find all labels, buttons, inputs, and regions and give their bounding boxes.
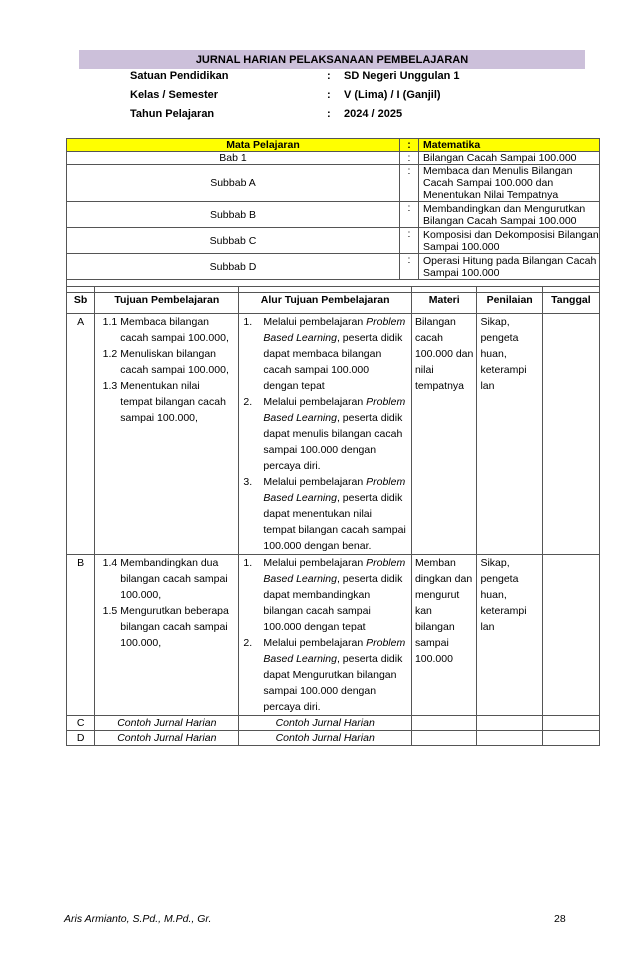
list-item: 1.2 Menuliskan bilangan cacah sampai 100.000,: [102, 348, 229, 376]
list-item: 1.4 Membandingkan dua bilangan cacah sampai 100.000,: [102, 557, 228, 601]
cell-sb: A: [67, 314, 95, 555]
meta-colon: :: [400, 254, 419, 280]
cell-tanggal: [542, 731, 599, 746]
cell-tujuan: [95, 314, 239, 555]
header-tujuan: Tujuan Pembelajaran: [95, 287, 239, 314]
header-penilaian: Penilaian: [477, 287, 542, 314]
cell-sb: B: [67, 555, 95, 716]
cell-tanggal: [542, 314, 599, 555]
cell-materi: Memban dingkan dan mengurut kan bilangan sampai 100.000: [411, 555, 477, 716]
meta-colon: :: [400, 202, 419, 228]
cell-penilaian: [477, 716, 542, 731]
table-row: [67, 731, 600, 746]
meta-value: Membaca dan Menulis Bilangan Cacah Sampai 100.000 dan Menentukan Nilai Tempatnya: [419, 165, 600, 202]
meta-value: Komposisi dan Dekomposisi Bilangan Sampai 100.000: [419, 228, 600, 254]
list-item: 2. Melalui pembelajaran Problem Based Learning, peserta didik dapat Mengurutkan bilangan sampai 100.000 dengan percaya diri.: [243, 637, 406, 713]
info-row-kelas: [130, 86, 580, 104]
footer-author: Aris Armianto, S.Pd., M.Pd., Gr.: [64, 913, 212, 925]
header-materi: Materi: [411, 287, 477, 314]
meta-label: Subbab B: [67, 202, 400, 228]
cell-materi: [411, 716, 477, 731]
cell-penilaian: Sikap, pengeta huan, keterampi lan: [477, 314, 542, 555]
meta-colon: :: [400, 228, 419, 254]
meta-row-bab: [67, 152, 600, 165]
meta-value: Operasi Hitung pada Bilangan Cacah Sampai 100.000: [419, 254, 600, 280]
meta-value: Matematika: [419, 139, 600, 152]
meta-value: Membandingkan dan Mengurutkan Bilangan Cacah Sampai 100.000: [419, 202, 600, 228]
meta-colon: :: [400, 152, 419, 165]
header-sb: Sb: [67, 287, 95, 314]
meta-colon: :: [400, 139, 419, 152]
cell-alur: Contoh Jurnal Harian: [239, 716, 412, 731]
list-item: 1. Melalui pembelajaran Problem Based Learning, peserta didik dapat membaca bilangan cacah sampai 100.000 dengan tepat: [243, 316, 406, 392]
meta-row-subbab: [67, 165, 600, 202]
table-row: [67, 716, 600, 731]
meta-row-mapel: [67, 139, 600, 152]
list-item: 1.3 Menentukan nilai tempat bilangan cacah sampai 100.000,: [102, 380, 226, 424]
info-row-satuan: [130, 67, 580, 85]
list-item: 1.1 Membaca bilangan cacah sampai 100.000,: [102, 316, 229, 344]
cell-penilaian: [477, 731, 542, 746]
header-alur: Alur Tujuan Pembelajaran: [239, 287, 412, 314]
cell-penilaian: Sikap, pengeta huan, keterampi lan: [477, 555, 542, 716]
cell-tujuan: [95, 555, 239, 716]
meta-table: [66, 138, 600, 293]
info-colon: :: [327, 70, 331, 82]
cell-alur: Contoh Jurnal Harian: [239, 731, 412, 746]
info-colon: :: [327, 89, 331, 101]
meta-label: Subbab C: [67, 228, 400, 254]
info-value: V (Lima) / I (Ganjil): [344, 89, 441, 101]
table-row: [67, 555, 600, 716]
cell-sb: C: [67, 716, 95, 731]
info-value: SD Negeri Unggulan 1: [344, 70, 460, 82]
cell-tanggal: [542, 555, 599, 716]
info-label: Satuan Pendidikan: [130, 70, 229, 82]
meta-row-subbab: [67, 202, 600, 228]
meta-value: Bilangan Cacah Sampai 100.000: [419, 152, 600, 165]
meta-label: Subbab D: [67, 254, 400, 280]
meta-row-subbab: [67, 254, 600, 280]
table-row: [67, 314, 600, 555]
cell-alur: [239, 555, 412, 716]
list-item: 1.5 Mengurutkan beberapa bilangan cacah sampai 100.000,: [102, 605, 229, 649]
info-row-tahun: [130, 105, 580, 123]
meta-label: Subbab A: [67, 165, 400, 202]
journal-table: [66, 286, 600, 746]
table-header-row: [67, 287, 600, 314]
cell-sb: D: [67, 731, 95, 746]
info-label: Tahun Pelajaran: [130, 108, 215, 120]
page-number: 28: [554, 913, 566, 925]
meta-row-subbab: [67, 228, 600, 254]
info-value: 2024 / 2025: [344, 108, 403, 120]
cell-materi: [411, 731, 477, 746]
info-colon: :: [327, 108, 331, 120]
list-item: 3. Melalui pembelajaran Problem Based Learning, peserta didik dapat menentukan nilai tempat bilangan cacah sampai 100.000 dengan benar.: [243, 476, 406, 552]
cell-tanggal: [542, 716, 599, 731]
list-item: 2. Melalui pembelajaran Problem Based Learning, peserta didik dapat menulis bilangan cacah sampai 100.000 dengan percaya diri.: [243, 396, 406, 472]
cell-materi: Bilangan cacah 100.000 dan nilai tempatnya: [411, 314, 477, 555]
cell-tujuan: Contoh Jurnal Harian: [95, 731, 239, 746]
meta-label: Mata Pelajaran: [67, 139, 400, 152]
list-item: 1. Melalui pembelajaran Problem Based Learning, peserta didik dapat membandingkan bilangan cacah sampai 100.000 dengan tepat: [243, 557, 406, 633]
meta-label: Bab 1: [67, 152, 400, 165]
meta-colon: :: [400, 165, 419, 202]
cell-alur: [239, 314, 412, 555]
cell-tujuan: Contoh Jurnal Harian: [95, 716, 239, 731]
header-tanggal: Tanggal: [542, 287, 599, 314]
info-label: Kelas / Semester: [130, 89, 219, 101]
page-title: JURNAL HARIAN PELAKSANAAN PEMBELAJARAN: [79, 50, 585, 69]
